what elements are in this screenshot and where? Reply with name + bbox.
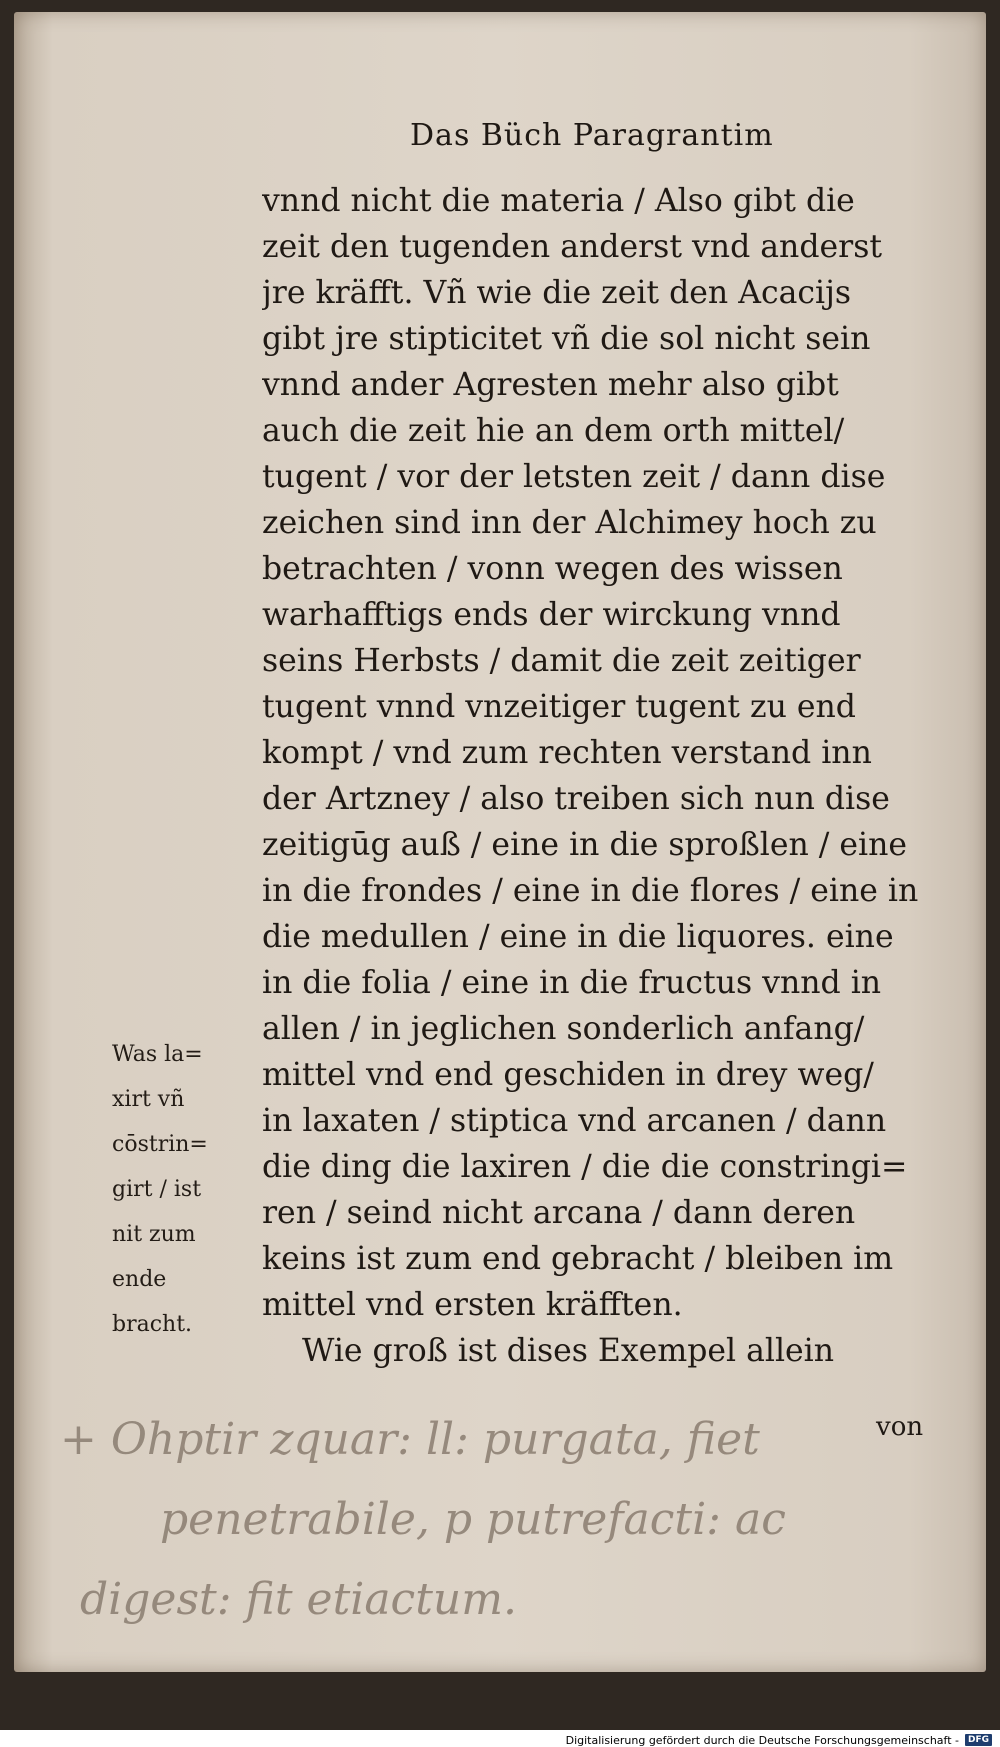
text-line: auch die zeit hie an dem orth mittel/ [262,413,845,449]
paragraph-start-line: Wie groß ist dises Exempel allein [302,1333,835,1369]
text-line: in die folia / eine in die fructus vnnd in [262,965,882,1001]
margin-note-line: Was la= [112,1042,203,1067]
margin-note-line: ende [112,1267,167,1292]
handwritten-annotation [60,1400,940,1640]
handwritten-line: + Ohptir zquar: ll: purgata, fiet [60,1414,760,1465]
text-line: tugent vnnd vnzeitiger tugent zu end [262,689,856,725]
text-line: vnnd nicht die materia / Also gibt die [262,183,855,219]
text-line: in die frondes / eine in die flores / eine in [262,873,919,909]
text-line: jre kräfft. Vñ wie die zeit den Acacijs [262,275,852,311]
text-line: kompt / vnd zum rechten verstand inn [262,735,872,771]
text-line: keins ist zum end gebracht / bleiben im [262,1241,894,1277]
text-line: der Artzney / also treiben sich nun dise [262,781,890,817]
margin-note-line: cōstrin= [112,1132,208,1157]
text-line: betrachten / vonn wegen des wissen [262,551,843,587]
margin-note-line: nit zum [112,1222,196,1247]
margin-note-line: girt / ist [112,1177,202,1202]
text-line: die medullen / eine in die liquores. eine [262,919,894,955]
text-line: ren / seind nicht arcana / dann deren [262,1195,856,1231]
catchword: von [876,1412,924,1442]
handwritten-line: penetrabile, p putrefacti: ac [160,1494,786,1545]
text-line: warhafftigs ends der wirckung vnnd [262,597,841,633]
running-head: Das Büch Paragrantim [410,118,774,153]
margin-note-line: xirt vñ [112,1087,185,1112]
text-line: mittel vnd end geschiden in drey weg/ [262,1057,874,1093]
digitization-credit [566,1733,992,1747]
margin-note-line: bracht. [112,1312,193,1337]
text-line: allen / in jeglichen sonderlich anfang/ [262,1011,865,1047]
main-text-block [262,178,952,1374]
text-line: die ding die laxiren / die die constringi= [262,1149,908,1185]
credit-text: Digitalisierung gefördert durch die Deutsche Forschungsgemeinschaft - [565,1733,959,1747]
text-line: gibt jre stipticitet vñ die sol nicht sein [262,321,871,357]
text-line: zeit den tugenden anderst vnd anderst [262,229,883,265]
text-line: tugent / vor der letsten zeit / dann dise [262,459,886,495]
margin-note [112,1032,242,1347]
text-line: vnnd ander Agresten mehr also gibt [262,367,839,403]
text-line: mittel vnd ersten kräfften. [262,1287,683,1323]
handwritten-line: digest: fit etiactum. [80,1574,517,1625]
dfg-logo-icon: DFG [965,1734,992,1746]
text-line: zeitigūg auß / eine in die sproßlen / eine [262,827,908,863]
text-line: zeichen sind inn der Alchimey hoch zu [262,505,877,541]
text-line: in laxaten / stiptica vnd arcanen / dann [262,1103,887,1139]
text-line: seins Herbsts / damit die zeit zeitiger [262,643,861,679]
